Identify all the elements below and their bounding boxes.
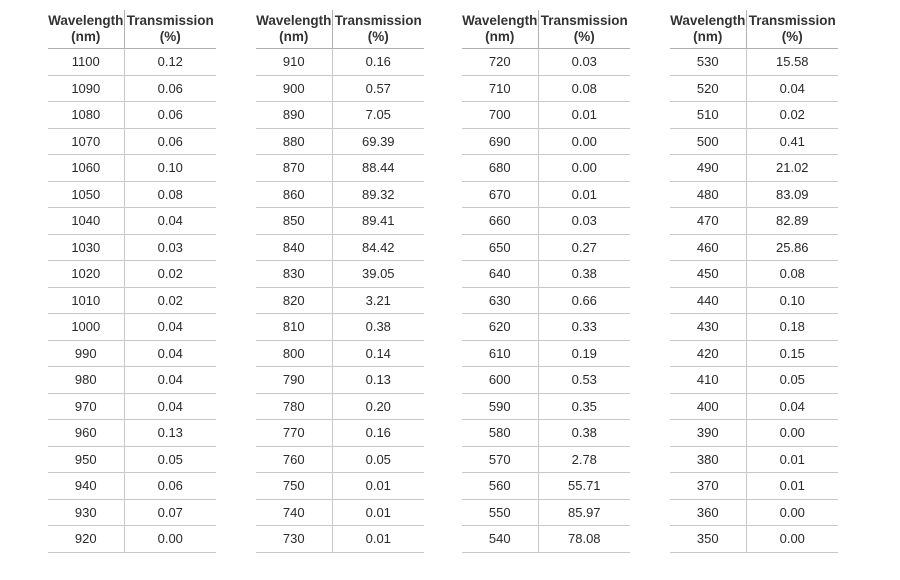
table-row bbox=[48, 526, 216, 553]
wavelength-cell: 720 bbox=[462, 49, 539, 75]
transmission-cell: 7.05 bbox=[365, 107, 391, 122]
table-row bbox=[256, 288, 424, 315]
wavelength-cell: 940 bbox=[48, 473, 125, 499]
table-row bbox=[462, 155, 630, 182]
table-row bbox=[670, 235, 838, 262]
table-row bbox=[48, 420, 216, 447]
wavelength-cell: 1010 bbox=[48, 288, 125, 314]
wavelength-cell: 770 bbox=[256, 420, 333, 446]
wavelength-cell: 540 bbox=[462, 526, 539, 552]
table-row bbox=[48, 129, 216, 156]
transmission-cell: 0.03 bbox=[157, 239, 183, 255]
wavelength-header-label: Wavelength bbox=[670, 13, 746, 28]
transmission-cell: 0.04 bbox=[157, 398, 183, 414]
transmission-table-2 bbox=[256, 10, 424, 553]
transmission-table-4 bbox=[670, 10, 838, 553]
transmission-cell: 3.21 bbox=[365, 292, 391, 308]
table-header bbox=[670, 10, 838, 49]
transmission-cell: 0.07 bbox=[157, 504, 183, 520]
wavelength-cell: 1060 bbox=[48, 155, 125, 181]
table-row bbox=[48, 235, 216, 262]
wavelength-cell: 910 bbox=[256, 49, 333, 75]
transmission-cell: 83.09 bbox=[776, 186, 809, 202]
transmission-header-unit: (%) bbox=[781, 29, 803, 44]
wavelength-header bbox=[256, 10, 333, 48]
table-row bbox=[670, 367, 838, 394]
table-row bbox=[48, 182, 216, 209]
transmission-cell: 0.16 bbox=[365, 54, 391, 69]
table-row bbox=[48, 208, 216, 235]
transmission-cell: 88.44 bbox=[362, 160, 395, 175]
wavelength-cell: 650 bbox=[462, 235, 539, 261]
table-row bbox=[256, 208, 424, 235]
wavelength-cell: 500 bbox=[670, 129, 747, 155]
table-row bbox=[462, 394, 630, 421]
table-row bbox=[670, 129, 838, 156]
transmission-cell: 0.08 bbox=[571, 80, 597, 96]
table-row bbox=[256, 394, 424, 421]
transmission-cell: 0.13 bbox=[157, 425, 183, 440]
table-row bbox=[670, 208, 838, 235]
wavelength-cell: 710 bbox=[462, 76, 539, 102]
transmission-cell: 0.01 bbox=[779, 451, 805, 467]
table-row bbox=[462, 76, 630, 103]
transmission-cell: 0.00 bbox=[779, 504, 805, 520]
transmission-cell: 78.08 bbox=[568, 531, 601, 546]
wavelength-cell: 1050 bbox=[48, 182, 125, 208]
table-row bbox=[670, 526, 838, 553]
transmission-cell: 0.15 bbox=[779, 345, 805, 361]
table-row bbox=[48, 341, 216, 368]
table-row bbox=[462, 261, 630, 288]
transmission-header bbox=[747, 10, 838, 48]
wavelength-cell: 570 bbox=[462, 447, 539, 473]
table-row bbox=[256, 182, 424, 209]
transmission-cell: 0.01 bbox=[779, 478, 805, 493]
transmission-cell: 0.05 bbox=[157, 451, 183, 467]
table-row bbox=[256, 235, 424, 262]
transmission-cell: 0.38 bbox=[571, 425, 597, 440]
wavelength-cell: 970 bbox=[48, 394, 125, 420]
wavelength-cell: 840 bbox=[256, 235, 333, 261]
wavelength-cell: 350 bbox=[670, 526, 747, 552]
table-row bbox=[462, 49, 630, 76]
table-row bbox=[670, 76, 838, 103]
wavelength-cell: 880 bbox=[256, 129, 333, 155]
wavelength-cell: 830 bbox=[256, 261, 333, 287]
wavelength-cell: 980 bbox=[48, 367, 125, 393]
transmission-cell: 0.12 bbox=[157, 54, 183, 69]
transmission-header bbox=[125, 10, 216, 48]
table-row bbox=[48, 155, 216, 182]
wavelength-cell: 760 bbox=[256, 447, 333, 473]
wavelength-cell: 360 bbox=[670, 500, 747, 526]
table-row bbox=[670, 341, 838, 368]
table-row bbox=[256, 314, 424, 341]
transmission-header-unit: (%) bbox=[573, 29, 595, 44]
transmission-cell: 2.78 bbox=[571, 451, 597, 467]
table-row bbox=[256, 102, 424, 129]
transmission-header-label: Transmission bbox=[334, 13, 422, 28]
transmission-header-label: Transmission bbox=[126, 13, 214, 28]
table-row bbox=[462, 526, 630, 553]
transmission-cell: 21.02 bbox=[776, 160, 809, 175]
table-row bbox=[462, 102, 630, 129]
table-row bbox=[256, 473, 424, 500]
wavelength-cell: 510 bbox=[670, 102, 747, 128]
wavelength-header-label: Wavelength bbox=[256, 13, 332, 28]
transmission-cell: 55.71 bbox=[568, 478, 601, 493]
wavelength-cell: 370 bbox=[670, 473, 747, 499]
table-row bbox=[462, 129, 630, 156]
wavelength-cell: 400 bbox=[670, 394, 747, 420]
table-row bbox=[48, 288, 216, 315]
transmission-cell: 0.04 bbox=[157, 213, 183, 228]
table-row bbox=[48, 261, 216, 288]
wavelength-cell: 730 bbox=[256, 526, 333, 552]
transmission-cell: 0.38 bbox=[365, 319, 391, 334]
wavelength-cell: 790 bbox=[256, 367, 333, 393]
table-row bbox=[256, 420, 424, 447]
transmission-cell: 0.01 bbox=[365, 504, 391, 520]
table-row bbox=[462, 367, 630, 394]
transmission-cell: 0.27 bbox=[571, 239, 597, 255]
wavelength-cell: 890 bbox=[256, 102, 333, 128]
transmission-cell: 0.05 bbox=[779, 372, 805, 387]
table-row bbox=[462, 314, 630, 341]
transmission-cell: 0.13 bbox=[365, 372, 391, 387]
transmission-cell: 15.58 bbox=[776, 54, 809, 69]
table-row bbox=[48, 473, 216, 500]
transmission-cell: 25.86 bbox=[776, 239, 809, 255]
table-row bbox=[48, 367, 216, 394]
transmission-cell: 0.00 bbox=[157, 531, 183, 546]
wavelength-cell: 620 bbox=[462, 314, 539, 340]
table-row bbox=[670, 394, 838, 421]
wavelength-header-label: Wavelength bbox=[462, 13, 538, 28]
transmission-cell: 85.97 bbox=[568, 504, 601, 520]
wavelength-cell: 470 bbox=[670, 208, 747, 234]
wavelength-cell: 380 bbox=[670, 447, 747, 473]
transmission-cell: 0.33 bbox=[571, 319, 597, 334]
wavelength-cell: 660 bbox=[462, 208, 539, 234]
transmission-cell: 69.39 bbox=[362, 133, 395, 149]
transmission-cell: 0.06 bbox=[157, 80, 183, 96]
table-row bbox=[48, 314, 216, 341]
table-row bbox=[48, 447, 216, 474]
transmission-cell: 0.16 bbox=[365, 425, 391, 440]
transmission-cell: 0.03 bbox=[571, 213, 597, 228]
transmission-cell: 0.57 bbox=[365, 80, 391, 96]
wavelength-cell: 1000 bbox=[48, 314, 125, 340]
wavelength-cell: 560 bbox=[462, 473, 539, 499]
transmission-cell: 0.01 bbox=[365, 478, 391, 493]
wavelength-cell: 600 bbox=[462, 367, 539, 393]
transmission-cell: 0.03 bbox=[571, 54, 597, 69]
transmission-cell: 0.01 bbox=[571, 107, 597, 122]
wavelength-cell: 690 bbox=[462, 129, 539, 155]
wavelength-cell: 630 bbox=[462, 288, 539, 314]
table-row bbox=[48, 500, 216, 527]
table-row bbox=[670, 473, 838, 500]
transmission-cell: 0.02 bbox=[157, 292, 183, 308]
wavelength-cell: 700 bbox=[462, 102, 539, 128]
wavelength-cell: 960 bbox=[48, 420, 125, 446]
table-row bbox=[256, 261, 424, 288]
table-row bbox=[670, 314, 838, 341]
wavelength-cell: 820 bbox=[256, 288, 333, 314]
wavelength-cell: 640 bbox=[462, 261, 539, 287]
wavelength-header-label: Wavelength bbox=[48, 13, 124, 28]
wavelength-cell: 590 bbox=[462, 394, 539, 420]
table-row bbox=[670, 182, 838, 209]
transmission-cell: 0.04 bbox=[779, 80, 805, 96]
wavelength-header-unit: (nm) bbox=[71, 29, 101, 44]
wavelength-cell: 410 bbox=[670, 367, 747, 393]
table-header bbox=[256, 10, 424, 49]
wavelength-header bbox=[670, 10, 747, 48]
wavelength-cell: 850 bbox=[256, 208, 333, 234]
wavelength-cell: 750 bbox=[256, 473, 333, 499]
transmission-cell: 0.20 bbox=[365, 398, 391, 414]
table-row bbox=[48, 76, 216, 103]
transmission-cell: 0.00 bbox=[779, 531, 805, 546]
transmission-cell: 82.89 bbox=[776, 213, 809, 228]
transmission-cell: 0.04 bbox=[157, 372, 183, 387]
transmission-cell: 0.04 bbox=[157, 319, 183, 334]
wavelength-cell: 610 bbox=[462, 341, 539, 367]
transmission-cell: 0.04 bbox=[157, 345, 183, 361]
wavelength-cell: 1030 bbox=[48, 235, 125, 261]
wavelength-cell: 390 bbox=[670, 420, 747, 446]
transmission-cell: 0.06 bbox=[157, 478, 183, 493]
transmission-cell: 89.41 bbox=[362, 213, 395, 228]
wavelength-cell: 800 bbox=[256, 341, 333, 367]
table-row bbox=[670, 420, 838, 447]
wavelength-cell: 680 bbox=[462, 155, 539, 181]
wavelength-cell: 520 bbox=[670, 76, 747, 102]
wavelength-header bbox=[48, 10, 125, 48]
table-row bbox=[256, 76, 424, 103]
table-row bbox=[462, 473, 630, 500]
table-row bbox=[462, 208, 630, 235]
table-row bbox=[256, 500, 424, 527]
transmission-cell: 0.18 bbox=[779, 319, 805, 334]
table-row bbox=[462, 447, 630, 474]
transmission-cell: 0.41 bbox=[779, 133, 805, 149]
wavelength-header bbox=[462, 10, 539, 48]
table-row bbox=[670, 155, 838, 182]
wavelength-cell: 460 bbox=[670, 235, 747, 261]
wavelength-cell: 1040 bbox=[48, 208, 125, 234]
transmission-cell: 0.53 bbox=[571, 372, 597, 387]
wavelength-cell: 1100 bbox=[48, 49, 125, 75]
transmission-cell: 0.14 bbox=[365, 345, 391, 361]
transmission-cell: 39.05 bbox=[362, 266, 395, 281]
table-row bbox=[256, 341, 424, 368]
transmission-header-unit: (%) bbox=[367, 29, 389, 44]
transmission-cell: 0.00 bbox=[571, 133, 597, 149]
transmission-cell: 0.02 bbox=[779, 107, 805, 122]
table-row bbox=[462, 288, 630, 315]
transmission-cell: 0.00 bbox=[571, 160, 597, 175]
transmission-cell: 0.01 bbox=[571, 186, 597, 202]
table-header bbox=[48, 10, 216, 49]
table-row bbox=[256, 526, 424, 553]
wavelength-cell: 430 bbox=[670, 314, 747, 340]
wavelength-cell: 450 bbox=[670, 261, 747, 287]
table-row bbox=[48, 102, 216, 129]
table-row bbox=[462, 235, 630, 262]
table-row bbox=[670, 288, 838, 315]
transmission-cell: 0.06 bbox=[157, 133, 183, 149]
wavelength-header-unit: (nm) bbox=[279, 29, 309, 44]
table-row bbox=[670, 49, 838, 76]
table-row bbox=[256, 155, 424, 182]
table-row bbox=[256, 367, 424, 394]
wavelength-cell: 990 bbox=[48, 341, 125, 367]
wavelength-cell: 810 bbox=[256, 314, 333, 340]
wavelength-cell: 1090 bbox=[48, 76, 125, 102]
wavelength-cell: 780 bbox=[256, 394, 333, 420]
wavelength-cell: 550 bbox=[462, 500, 539, 526]
transmission-cell: 0.10 bbox=[157, 160, 183, 175]
wavelength-cell: 860 bbox=[256, 182, 333, 208]
transmission-cell: 0.00 bbox=[779, 425, 805, 440]
wavelength-cell: 670 bbox=[462, 182, 539, 208]
transmission-cell: 0.08 bbox=[157, 186, 183, 202]
transmission-cell: 0.02 bbox=[157, 266, 183, 281]
transmission-cell: 0.38 bbox=[571, 266, 597, 281]
transmission-cell: 0.05 bbox=[365, 451, 391, 467]
table-header bbox=[462, 10, 630, 49]
transmission-table-1 bbox=[48, 10, 216, 553]
wavelength-header-unit: (nm) bbox=[485, 29, 515, 44]
wavelength-cell: 950 bbox=[48, 447, 125, 473]
wavelength-cell: 480 bbox=[670, 182, 747, 208]
wavelength-cell: 1080 bbox=[48, 102, 125, 128]
transmission-table-3 bbox=[462, 10, 630, 553]
table-row bbox=[670, 261, 838, 288]
transmission-cell: 0.35 bbox=[571, 398, 597, 414]
transmission-cell: 0.66 bbox=[571, 292, 597, 308]
wavelength-cell: 530 bbox=[670, 49, 747, 75]
transmission-cell: 0.04 bbox=[779, 398, 805, 414]
transmission-cell: 0.01 bbox=[365, 531, 391, 546]
transmission-cell: 84.42 bbox=[362, 239, 395, 255]
transmission-header-label: Transmission bbox=[748, 13, 836, 28]
table-row bbox=[462, 182, 630, 209]
table-row bbox=[48, 394, 216, 421]
table-row bbox=[670, 500, 838, 527]
transmission-cell: 0.08 bbox=[779, 266, 805, 281]
transmission-header bbox=[539, 10, 630, 48]
wavelength-cell: 1020 bbox=[48, 261, 125, 287]
table-row bbox=[256, 129, 424, 156]
transmission-header bbox=[333, 10, 424, 48]
table-row bbox=[462, 420, 630, 447]
wavelength-cell: 930 bbox=[48, 500, 125, 526]
table-row bbox=[670, 447, 838, 474]
transmission-cell: 0.19 bbox=[571, 345, 597, 361]
table-row bbox=[462, 500, 630, 527]
wavelength-cell: 870 bbox=[256, 155, 333, 181]
wavelength-header-unit: (nm) bbox=[693, 29, 723, 44]
wavelength-cell: 1070 bbox=[48, 129, 125, 155]
transmission-cell: 0.06 bbox=[157, 107, 183, 122]
transmission-cell: 0.10 bbox=[779, 292, 805, 308]
table-row bbox=[670, 102, 838, 129]
wavelength-cell: 490 bbox=[670, 155, 747, 181]
transmission-header-unit: (%) bbox=[159, 29, 181, 44]
wavelength-cell: 420 bbox=[670, 341, 747, 367]
table-row bbox=[48, 49, 216, 76]
wavelength-cell: 740 bbox=[256, 500, 333, 526]
table-row bbox=[256, 49, 424, 76]
wavelength-cell: 440 bbox=[670, 288, 747, 314]
wavelength-cell: 580 bbox=[462, 420, 539, 446]
wavelength-cell: 900 bbox=[256, 76, 333, 102]
wavelength-cell: 920 bbox=[48, 526, 125, 552]
transmission-header-label: Transmission bbox=[540, 13, 628, 28]
table-row bbox=[256, 447, 424, 474]
transmission-cell: 89.32 bbox=[362, 186, 395, 202]
table-row bbox=[462, 341, 630, 368]
